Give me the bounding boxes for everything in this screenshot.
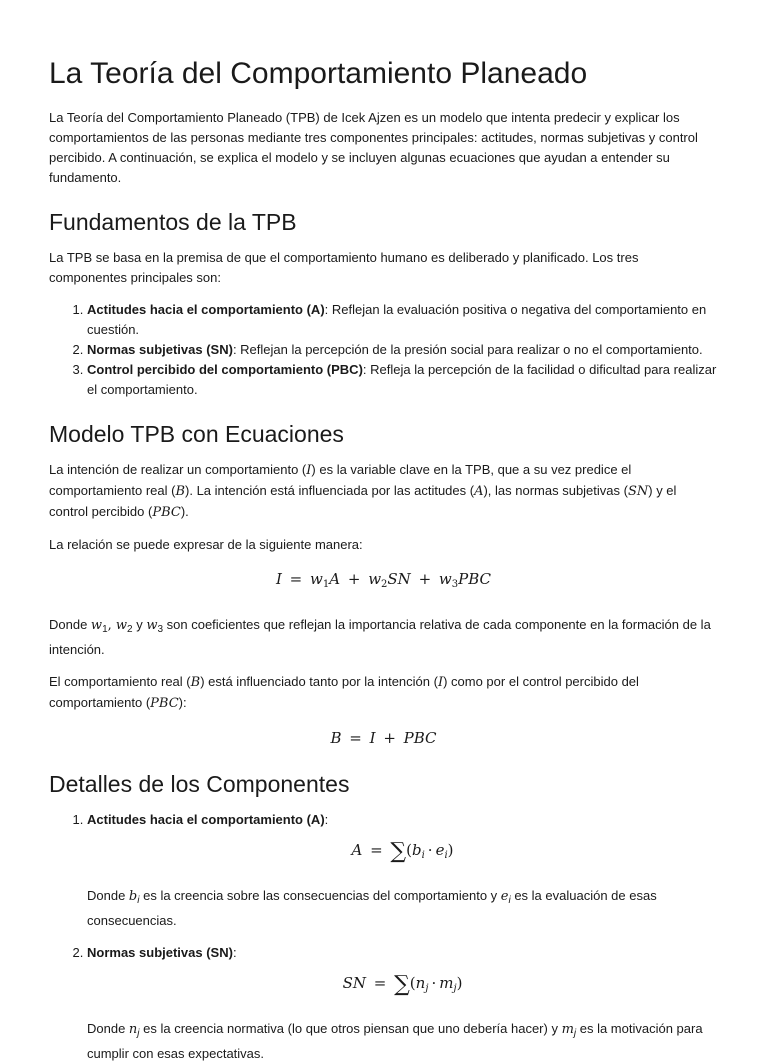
list-item [87, 300, 718, 340]
equation-behavior: B = I + PBC [330, 729, 437, 747]
intro-paragraph: La Teoría del Comportamiento Planeado (TPB) de Icek Ajzen es un modelo que intenta predecir y explicar los comportamientos de las personas mediante tres componentes principales: actitudes, normas subjetivas y control percibido. A continuación, se explica el modelo y se incluyen algunas ecuaciones que ayudan a entender su fundamento. [49, 110, 698, 185]
list-item [87, 360, 718, 400]
equation-attitudes: $A = \sum(b_i \cdot e_i)$ [351, 839, 454, 864]
coefficients-paragraph: Donde $w_1$, $w_2$ y $w_3$ son coeficientes que reflejan la importancia relativa de cada componente en la formación de la intención. [49, 617, 711, 657]
item-text: : Reflejan la evaluación positiva o negativa del comportamiento en cuestión. [87, 302, 707, 337]
list-item [87, 340, 718, 360]
section-heading-fundamentos: Fundamentos de la TPB [49, 209, 297, 235]
attitudes-explanation: Donde $b_i$ es la creencia sobre las consecuencias del comportamiento y $e_i$ es la evaluación de esas consecuencias. [87, 888, 657, 928]
section-heading-detalles: Detalles de los Componentes [49, 771, 350, 797]
item-bold-label: Normas subjetivas (SN) [87, 342, 233, 357]
relation-paragraph: La relación se puede expresar de la siguiente manera: [49, 537, 363, 552]
item-bold-label: Control percibido del comportamiento (PBC) [87, 362, 363, 377]
norms-explanation: Donde $n_j$ es la creencia normativa (lo que otros piensan que uno debería hacer) y $m_j$ es la motivación para cumplir con esas expectativas. [87, 1021, 703, 1061]
page-title: La Teoría del Comportamiento Planeado [49, 57, 588, 90]
section-heading-modelo: Modelo TPB con Ecuaciones [49, 421, 344, 447]
item-bold-label: Actitudes hacia el comportamiento (A) [87, 302, 325, 317]
modelo-paragraph: La intención de realizar un comportamiento (I) es la variable clave en la TPB, que a su vez predice el comportamiento real (B). La intención está influenciada por las actitudes (A), las normas subjetivas (SN) y el control percibido (PBC). [49, 462, 677, 520]
behavior-paragraph: El comportamiento real (B) está influenciado tanto por la intención (I) como por el control percibido del comportamiento (PBC): [49, 674, 639, 711]
list-item: 1. Actitudes hacia el comportamiento (A): $A = \sum(b_i \cdot e_i)$ Donde $b_i$ es la creencia sobre las consecuencias del comportamiento y $e_i$ es la evaluación de esas consecuencias. [87, 810, 718, 931]
list-item: 2. Normas subjetivas (SN): SN = $\sum(n_j \cdot m_j)$ Donde $n_j$ es la creencia normativa (lo que otros piensan que uno debería hacer) y $m_j$ es la motivación para cumplir con esas expectativas. [87, 943, 718, 1064]
equation-norms: SN = $\sum(n_j \cdot m_j)$ [342, 972, 463, 997]
equation-intention: $I = w_1A + w_2SN + w_3PBC$ [275, 570, 492, 590]
item-text: : Refleja la percepción de la facilidad o dificultad para realizar el comportamiento. [87, 362, 717, 397]
details-list [49, 810, 718, 1064]
item-bold-label: Actitudes hacia el comportamiento (A) [87, 812, 325, 827]
item-text: : Reflejan la percepción de la presión social para realizar o no el comportamiento. [232, 342, 703, 357]
fundamentos-paragraph: La TPB se basa en la premisa de que el comportamiento humano es deliberado y planificado. Los tres componentes principales son: [49, 250, 639, 285]
components-list [49, 300, 718, 400]
item-bold-label: Normas subjetivas (SN) [87, 945, 233, 960]
